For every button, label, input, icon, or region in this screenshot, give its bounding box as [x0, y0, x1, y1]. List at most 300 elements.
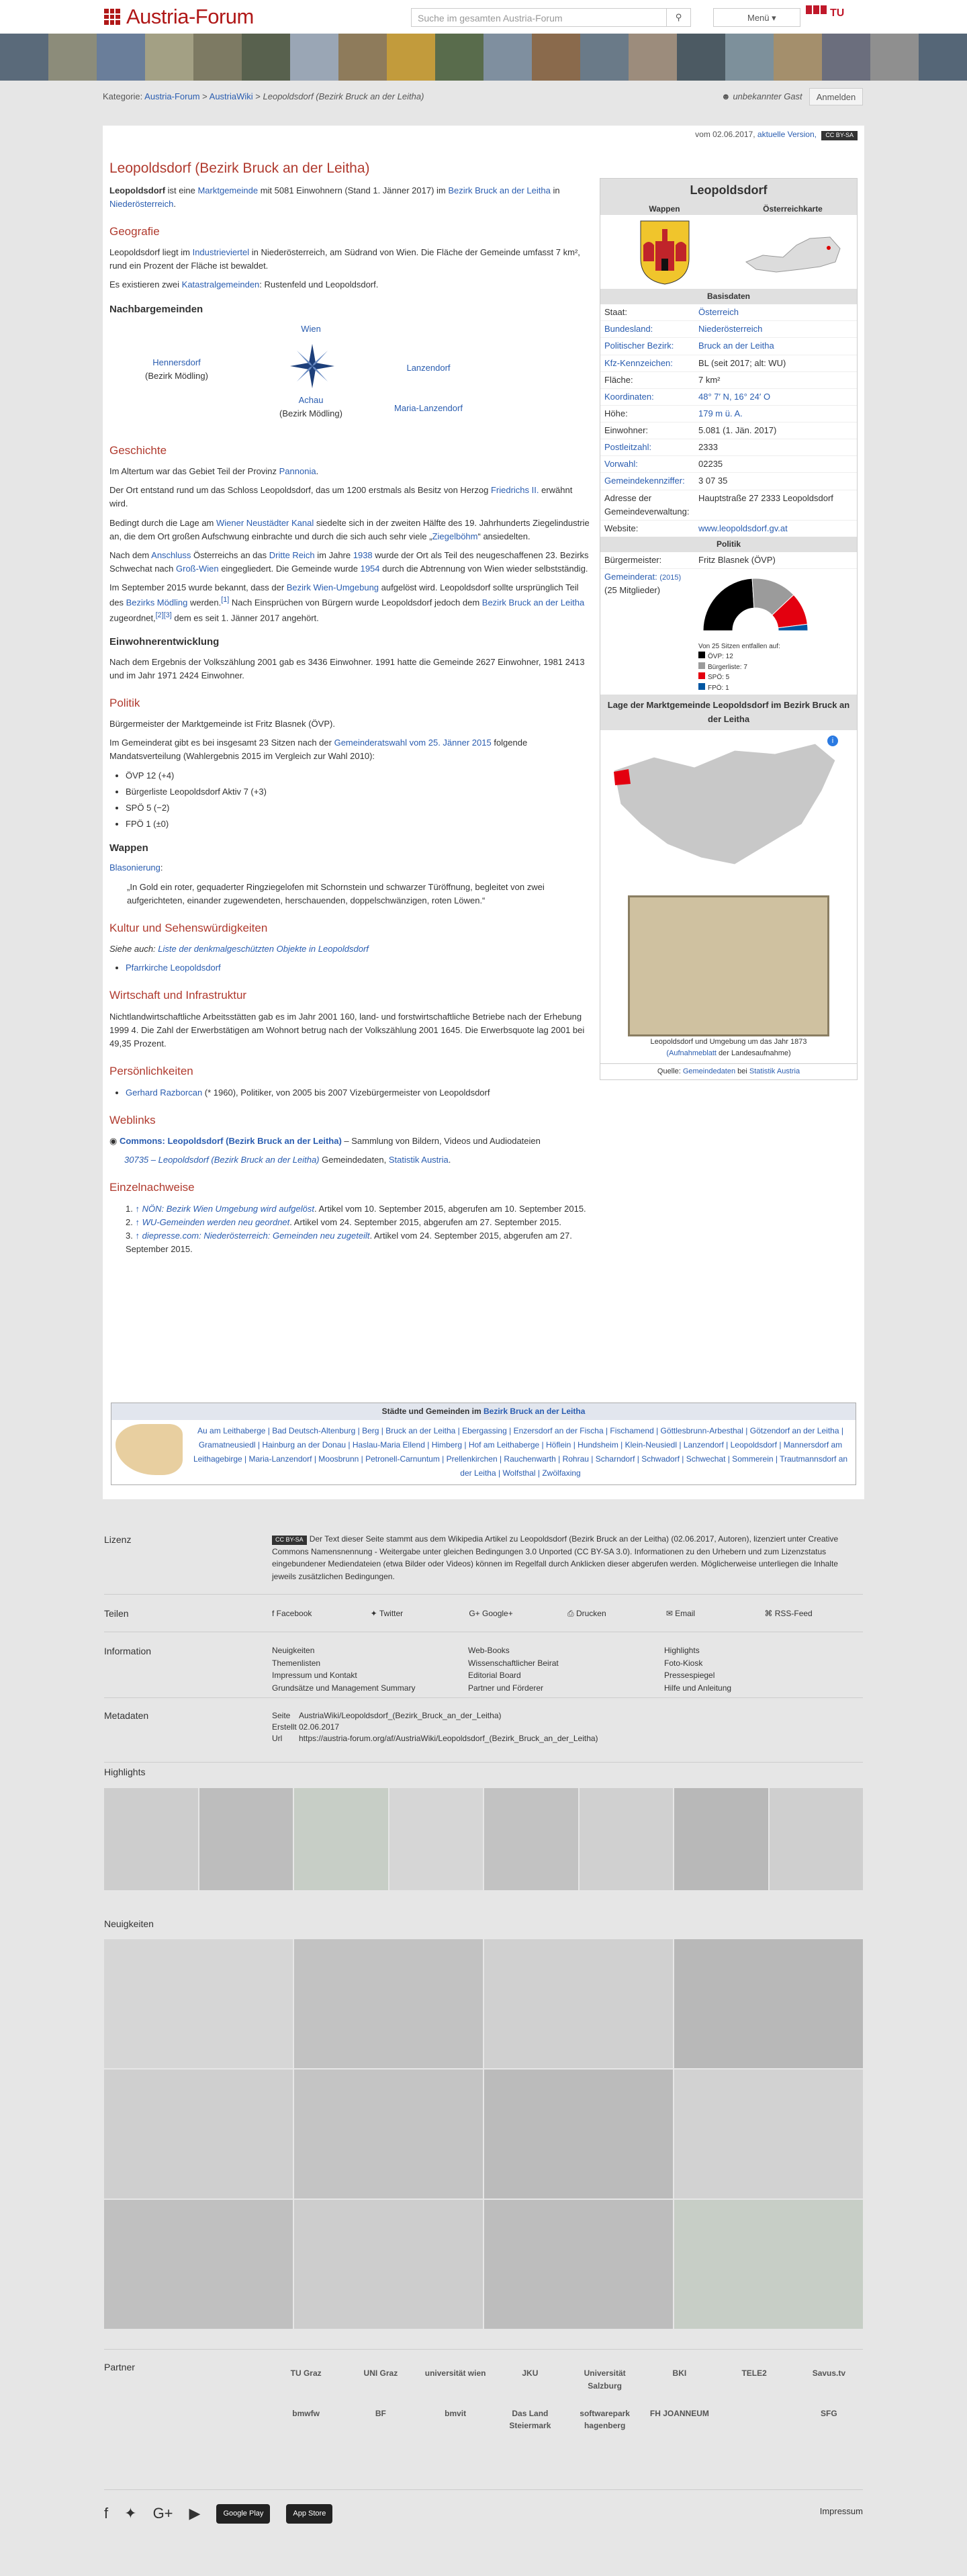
banner-photo [629, 34, 677, 81]
bgm-label: Bürgermeister: [604, 554, 662, 565]
text: : [160, 862, 163, 873]
info-link[interactable]: Foto-Kiosk [664, 1658, 703, 1668]
list-item: • Bürgerliste Leopoldsdorf Aktiv 7 (+3) [126, 785, 593, 799]
infobox-value[interactable]: www.leopoldsdorf.gv.at [694, 520, 857, 537]
history-paragraph [109, 484, 593, 510]
heading-wappen: Wappen [109, 842, 148, 854]
impressum-link[interactable]: Impressum [819, 2506, 863, 2517]
navbox-bezirk-link[interactable]: Bezirk Bruck an der Leitha [483, 1407, 586, 1416]
info-link[interactable]: Neuigkeiten [272, 1646, 315, 1655]
ref-source-link[interactable]: NÖN: Bezirk Wien Umgebung wird aufgelöst [142, 1203, 314, 1214]
ref-3-link[interactable]: [3] [163, 611, 172, 619]
text: der Landesaufnahme) [716, 1049, 791, 1057]
infobox-row [600, 490, 857, 520]
info-links [272, 1632, 863, 1694]
share-email[interactable]: ✉ Email [665, 1609, 696, 1618]
list-item [126, 961, 593, 975]
info-link[interactable]: Hilfe und Anleitung [664, 1683, 732, 1693]
footer-metadata [104, 1698, 863, 1763]
district-navbox [111, 1403, 856, 1485]
culture-list [126, 961, 593, 975]
infobox-row [600, 371, 857, 388]
youtube-icon[interactable]: ▶ [189, 2505, 201, 2522]
article-card [103, 126, 864, 1499]
banner-photo [0, 34, 48, 81]
share-print[interactable]: ⎙ Drucken [567, 1609, 606, 1618]
partner-logo[interactable] [721, 2407, 788, 2432]
infobox-row [600, 304, 857, 321]
text: zugeordnet, [109, 613, 156, 623]
search-icon[interactable]: ⚲ [666, 9, 690, 26]
geo-text: Leopoldsdorf liegt im [109, 247, 193, 258]
news-tile[interactable] [104, 1939, 293, 2068]
text: . Artikel vom 24. September 2015, abgerufen am 27. September 2015. [289, 1216, 561, 1227]
meta-key: Url [272, 1733, 283, 1743]
breadcrumb-austriawiki[interactable]: AustriaWiki [209, 91, 253, 101]
highlight-tile[interactable] [580, 1788, 674, 1890]
googleplus-icon[interactable]: G+ [152, 2505, 173, 2522]
text: . Artikel vom 10. September 2015, abgerufen am 10. September 2015. [314, 1203, 586, 1214]
version-date: vom 02.06.2017, [695, 130, 755, 139]
commons-link[interactable]: Commons: Leopoldsdorf (Bezirk Bruck an der Leitha) [119, 1136, 342, 1146]
katastralgemeinden-link[interactable]: Katastralgemeinden [181, 279, 260, 290]
meta-row [272, 1733, 863, 1744]
partner-logo[interactable]: bmvit [445, 2408, 467, 2418]
intro-text: ist eine [165, 185, 198, 195]
industrieviertel-link[interactable]: Industrieviertel [192, 247, 250, 258]
partner-logos [272, 2350, 863, 2432]
intro-text: . [173, 198, 176, 209]
search-box[interactable] [411, 8, 691, 27]
text: Österreichs an das [191, 549, 269, 560]
text: Siehe auch: [109, 944, 158, 954]
banner-photo [290, 34, 338, 81]
info-link[interactable]: Partner und Förderer [468, 1683, 544, 1693]
text: erwähnt wird. [109, 485, 573, 509]
news-tile[interactable] [104, 2070, 293, 2199]
info-column [272, 1644, 468, 1694]
text: Im Altertum war das Gebiet Teil der Provinz [109, 466, 279, 477]
text: Bedingt durch die Lage am [109, 517, 216, 528]
photo-banner [0, 34, 967, 81]
list-item: • ÖVP 12 (+4) [126, 769, 593, 783]
gemeindedaten-src-link[interactable]: Gemeindedaten [682, 1067, 736, 1075]
login-button[interactable]: Anmelden [809, 88, 863, 105]
partner-logo[interactable]: JKU [522, 2368, 539, 2379]
highlight-tile[interactable] [674, 1788, 768, 1890]
bruck-link[interactable]: Bezirk Bruck an der Leitha [481, 597, 585, 608]
razborcan-link[interactable]: Gerhard Razborcan [126, 1087, 203, 1098]
infobox-value[interactable]: 48° 7′ N, 16° 24′ O [694, 388, 857, 405]
commons-icon: ◉ [109, 1136, 118, 1146]
tu-graz-logo[interactable] [806, 5, 844, 22]
neighbour-east[interactable]: Lanzendorf [406, 362, 451, 373]
coat-of-arms-image[interactable] [600, 218, 729, 285]
banner-photo [338, 34, 387, 81]
text: Fritz Blasnek (ÖVP) [698, 554, 776, 565]
info-link[interactable]: Highlights [664, 1646, 700, 1655]
share-rss[interactable]: ⌘ RSS-Feed [764, 1609, 813, 1618]
statistik-src-link[interactable]: Statistik Austria [749, 1067, 800, 1075]
news-tile[interactable] [294, 1939, 483, 2068]
news-tile[interactable] [484, 2070, 673, 2199]
infobox-row [600, 388, 857, 405]
lizenz-label: Lizenz [104, 1534, 132, 1545]
text: siedelte sich in der zweiten Hälfte des 19. Jahrhunderts Ziegelindustrie an, die dem Ort großen Aufschwung einbrachte und durch die sich auch sehr viele „ [109, 517, 590, 541]
user-label: unbekannter Gast [733, 91, 802, 101]
heading-kultur: Kultur und Sehenswürdigkeiten [109, 921, 268, 934]
intro-paragraph [109, 184, 593, 211]
meta-key: Seite [272, 1711, 291, 1720]
tu-label: TU [830, 7, 845, 19]
lage-header: Lage der Marktgemeinde Leopoldsdorf im Bezirk Bruck an der Leitha [600, 695, 857, 729]
news-tile[interactable] [104, 2200, 293, 2329]
statistik-austria-link[interactable]: Statistik Austria [388, 1155, 449, 1165]
highlight-tile[interactable] [199, 1788, 293, 1890]
district-location-map[interactable] [600, 730, 857, 891]
election-link[interactable]: Gemeinderatswahl vom 25. Jänner 2015 [334, 738, 492, 748]
news-tile[interactable] [484, 2200, 673, 2329]
info-link[interactable]: Web-Books [468, 1646, 510, 1655]
share-twitter[interactable]: ✦ Twitter [370, 1609, 404, 1618]
karte-header: Österreichkarte [763, 204, 823, 214]
partner-logo[interactable]: UNI Graz [363, 2368, 398, 2379]
page-footer [0, 1519, 967, 2530]
geo-text: Es existieren zwei [109, 279, 182, 290]
partner-logo[interactable]: SFG [821, 2408, 837, 2418]
weblink-statistik [124, 1153, 593, 1167]
breadcrumb-current: Leopoldsdorf (Bezirk Bruck an der Leitha) [263, 91, 424, 101]
news-tile[interactable] [294, 2200, 483, 2329]
references-list [126, 1202, 593, 1257]
infobox-key: Website: [600, 520, 694, 537]
kanal-link[interactable]: Wiener Neustädter Kanal [216, 517, 314, 528]
partner-logo[interactable]: bmwfw [292, 2408, 320, 2418]
infobox-key: Fläche: [600, 371, 694, 388]
partner-logo[interactable]: Universität Salzburg [584, 2368, 626, 2391]
map-caption-2 [600, 1048, 857, 1059]
gross-wien-link[interactable]: Groß-Wien [176, 564, 219, 574]
info-link[interactable]: Wissenschaftlicher Beirat [468, 1658, 559, 1668]
infobox-key[interactable]: Vorwahl: [600, 456, 694, 473]
infobox-key: Adresse der Gemeindeverwaltung: [600, 490, 694, 520]
metadata-list [272, 1698, 863, 1744]
ref-source-link[interactable]: diepresse.com: Niederösterreich: Gemeinden neu zugeteilt [142, 1230, 370, 1241]
text: . [316, 466, 319, 477]
banner-photo [48, 34, 97, 81]
text: FPÖ: 1 [708, 684, 729, 692]
user-status [721, 90, 802, 103]
neighbour-south-sub: (Bezirk Mödling) [279, 408, 342, 418]
banner-photo [387, 34, 435, 81]
text: . Artikel vom 24. September 2015, abgerufen am 27. September 2015. [126, 1230, 572, 1255]
infobox-key[interactable]: Politischer Bezirk: [600, 338, 694, 355]
text: aufgelöst wird. Leopoldsdorf sollte ursprünglich Teil des [109, 582, 579, 608]
neighbour-north[interactable]: Wien [301, 323, 321, 334]
text: – Sammlung von Bildern, Videos und Audiodateien [341, 1136, 541, 1146]
metadaten-label: Metadaten [104, 1710, 149, 1721]
highlight-tile[interactable] [104, 1788, 198, 1890]
breadcrumb-row [0, 81, 967, 110]
geo-paragraph [109, 278, 593, 292]
ziegelboehm-link[interactable]: Ziegelböhm [432, 531, 478, 541]
politics-table [600, 552, 857, 695]
text: Quelle: [657, 1067, 683, 1075]
infobox-table [600, 304, 857, 537]
text: Gemeindedaten, [319, 1155, 389, 1165]
banner-photo [580, 34, 629, 81]
gemeinderat-link[interactable]: Gemeinderat: [604, 571, 657, 582]
blasonierung-link[interactable]: Blasonierung [109, 862, 160, 873]
reference-item [126, 1202, 593, 1216]
pfarrkirche-link[interactable]: Pfarrkirche Leopoldsdorf [126, 963, 221, 973]
blason-label [109, 861, 593, 875]
wien-umgebung-link[interactable]: Bezirk Wien-Umgebung [286, 582, 379, 593]
news-tile[interactable] [484, 1939, 673, 2068]
banner-photo [677, 34, 725, 81]
google-play-badge[interactable]: Google Play [216, 2504, 270, 2524]
history-paragraph [109, 517, 593, 543]
heading-geschichte: Geschichte [109, 443, 167, 457]
gr-label [600, 568, 694, 695]
infobox-value: Hauptstraße 27 2333 Leopoldsdorf [694, 490, 857, 520]
app-store-badge[interactable]: App Store [286, 2504, 332, 2524]
logo-text: Austria-Forum [126, 4, 254, 28]
infobox-title: Leopoldsdorf [600, 179, 857, 203]
geo-text: : Rustenfeld und Leopoldsdorf. [259, 279, 379, 290]
geo-paragraph [109, 246, 593, 273]
compass-rose-icon [289, 343, 336, 390]
logo-grid-icon [104, 9, 120, 25]
infobox [600, 178, 858, 1080]
infobox-row [600, 423, 857, 439]
text: ÖVP: 12 [708, 653, 733, 661]
footer-partners [104, 2349, 863, 2490]
wappen-header: Wappen [649, 204, 680, 214]
politics-paragraph [109, 736, 593, 763]
site-logo[interactable] [104, 1, 254, 33]
austria-locator-map[interactable] [729, 225, 857, 279]
weblink-commons [109, 1135, 593, 1148]
text: dem es seit 1. Jänner 2017 angehört. [171, 613, 319, 623]
banner-photo [193, 34, 242, 81]
text: werden. [187, 597, 222, 608]
aufnahmeblatt-link[interactable]: (Aufnahmeblatt [666, 1049, 717, 1057]
infobox-key[interactable]: Postleitzahl: [600, 439, 694, 456]
partner-logo[interactable]: Das Land Steiermark [509, 2408, 551, 2431]
highlight-tile[interactable] [389, 1788, 483, 1890]
breadcrumb-austria-forum[interactable]: Austria-Forum [144, 91, 200, 101]
partner-logo[interactable]: BKI [672, 2368, 687, 2379]
infobox-key[interactable]: Kfz-Kennzeichen: [600, 355, 694, 371]
friedrich-link[interactable]: Friedrichs II. [490, 485, 539, 496]
partner-logo[interactable]: universität wien [424, 2368, 486, 2379]
highlights-label: Highlights [104, 1767, 146, 1777]
text: 2. [126, 1216, 133, 1227]
info-icon[interactable]: i [827, 736, 838, 746]
news-grid [104, 1939, 863, 2329]
banner-photo [242, 34, 290, 81]
info-link[interactable]: Editorial Board [468, 1671, 521, 1681]
text: 1. [126, 1203, 133, 1214]
ref-back-link[interactable]: ↑ [135, 1203, 140, 1214]
infobox-key[interactable]: Gemeindekennziffer: [600, 473, 694, 490]
ref-1-link[interactable]: [1] [221, 596, 230, 605]
historic-map-image[interactable] [628, 895, 829, 1036]
info-link[interactable]: Themenlisten [272, 1658, 321, 1668]
news-tile[interactable] [294, 2070, 483, 2199]
pannonia-link[interactable]: Pannonia [279, 466, 316, 477]
news-tile[interactable] [674, 1939, 863, 2068]
partner-logo[interactable]: TELE2 [741, 2368, 767, 2379]
politik-header: Politik [600, 537, 857, 552]
reference-item [126, 1216, 593, 1229]
meta-value: 02.06.2017 [299, 1722, 340, 1732]
news-tile[interactable] [674, 2200, 863, 2329]
navbox-municipalities[interactable]: Au am Leithaberge | Bad Deutsch-Altenburg | Berg | Bruck an der Leitha | Ebergassing | Enzersdorf an der Fischa | Fischamend | Göttlesbrunn-Arbesthal | Götzendorf an der Leitha | Gramatneusiedl | Hainburg an der Donau | Haslau-Maria Ellend | Himberg | Hof am Leithaberge | Höflein | Hundsheim | Klein-Neusiedl | Lanzendorf | Leopoldsdorf | Mannersdorf am Leithagebirge | Maria-Lanzendorf | Moosbrunn | Petronell-Carnuntum | Prellenkirchen | Rauchenwarth | Rohrau | Scharndorf | Schwadorf | Schwechat | Sommerein | Trautmannsdorf an der Leitha | Wolfsthal | Zwölfaxing [193, 1425, 848, 1478]
search-input[interactable]: Suche im gesamten Austria-Forum [418, 13, 563, 24]
info-link[interactable]: Pressespiegel [664, 1671, 715, 1681]
article-body [109, 158, 593, 1256]
ref-source-link[interactable]: WU-Gemeinden werden neu geordnet [142, 1216, 290, 1227]
partner-logo[interactable]: TU Graz [290, 2368, 322, 2379]
economy-paragraph: Nichtlandwirtschaftliche Arbeitsstätten gab es im Jahr 2001 160, land- und forstwirtschaftliche Betriebe nach der Erhebung 1999 4. Die Zahl der Erwerbstätigen am Wohnort betrug nach der Volkszählung 2001 1645. Die Erwerbsquote lag 2001 bei 49,35 Prozent. [109, 1011, 585, 1049]
year-1954-link[interactable]: 1954 [360, 564, 380, 574]
infobox-value[interactable]: Bruck an der Leitha [694, 338, 857, 355]
text: Nach dem [109, 549, 152, 560]
cc-badge-icon[interactable]: CC BY-SA [272, 1536, 307, 1545]
banner-photo [725, 34, 774, 81]
neighbour-south-link[interactable]: Achau [298, 394, 324, 405]
marktgemeinde-link[interactable]: Marktgemeinde [197, 185, 259, 195]
ref-2-link[interactable]: [2] [155, 611, 164, 619]
infobox-row [600, 321, 857, 338]
year-1938-link[interactable]: 1938 [353, 549, 373, 560]
infobox-value: 02235 [694, 456, 857, 473]
breadcrumb-prefix: Kategorie: [103, 91, 143, 101]
infobox-key[interactable]: Bundesland: [600, 321, 694, 338]
text: bei [735, 1067, 749, 1075]
politics-paragraph: Bürgermeister der Marktgemeinde ist Fritz Blasnek (ÖVP). [109, 719, 335, 729]
info-link[interactable]: Grundsätze und Management Summary [272, 1683, 416, 1693]
infobox-images [600, 215, 857, 289]
neighbour-west [130, 356, 224, 383]
anschluss-link[interactable]: Anschluss [151, 549, 191, 560]
population-paragraph: Nach dem Ergebnis der Volkszählung 2001 gab es 3436 Einwohner. 1991 hatte die Gemeinde 2627 Einwohner, 1981 2413 und im Jahr 1971 2424 Einwohner. [109, 656, 585, 680]
map-caption: Leopoldsdorf und Umgebung um das Jahr 1873 [650, 1037, 807, 1046]
text: im Jahre [314, 549, 353, 560]
text: (* 1960), Politiker, von 2005 bis 2007 Vizebürgermeister von Leopoldsdorf [202, 1087, 490, 1098]
menu-label: Menü [747, 13, 770, 23]
legend-oevp [698, 652, 853, 662]
partner-logo[interactable]: BF [375, 2408, 386, 2418]
infobox-key[interactable]: Koordinaten: [600, 388, 694, 405]
text: wurde der Ort als Teil des neugeschaffenen 23. Bezirks Schwechat nach [109, 549, 589, 574]
banner-photo [919, 34, 967, 81]
blason-quote: „In Gold ein roter, gequaderter Ringziegelofen mit Schornstein und schwarzer Türöffnung, begleitet von zwei aufgerichteten, einander zugewendeten, herschauenden, doppelschwänzigen, roten Löwen.“ [127, 881, 545, 905]
social-links [104, 2502, 332, 2525]
teilen-label: Teilen [104, 1608, 129, 1619]
info-column [468, 1644, 664, 1694]
moedling-link[interactable]: Bezirks Mödling [126, 597, 188, 608]
list-item [126, 1086, 593, 1100]
infobox-value[interactable]: 179 m ü. A. [694, 405, 857, 422]
meta-value: AustriaWiki/Leopoldsdorf_(Bezirk_Bruck_an_der_Leitha) [299, 1711, 502, 1720]
text: Bürgerliste: 7 [708, 663, 747, 671]
list-item: • FPÖ 1 (±0) [126, 817, 593, 831]
lizenz-text [272, 1519, 863, 1583]
facebook-icon[interactable]: f [104, 2505, 109, 2522]
highlight-tile[interactable] [770, 1788, 864, 1890]
highlight-tile[interactable] [294, 1788, 388, 1890]
infobox-value[interactable]: Österreich [698, 307, 739, 318]
history-paragraph [109, 549, 593, 576]
info-link[interactable]: Impressum und Kontakt [272, 1671, 357, 1681]
people-list [126, 1086, 593, 1100]
infobox-row [600, 520, 857, 537]
meta-row [272, 1710, 863, 1722]
page-title: Leopoldsdorf (Bezirk Bruck an der Leitha) [109, 161, 370, 176]
partner-logo[interactable]: Savus.tv [812, 2368, 846, 2379]
share-googleplus[interactable]: G+ Google+ [469, 1609, 513, 1618]
footer-bottom [0, 2490, 967, 2530]
twitter-icon[interactable]: ✦ [124, 2505, 137, 2522]
infobox-value: BL (seit 2017; alt: WU) [694, 355, 857, 371]
text: Im September 2015 wurde bekannt, dass der [109, 582, 287, 593]
footer-license [104, 1519, 863, 1595]
highlight-tile[interactable] [484, 1788, 578, 1890]
denkmal-link[interactable]: Liste der denkmalgeschützten Objekte in Leopoldsdorf [158, 944, 369, 954]
neighbour-southeast[interactable]: Maria-Lanzendorf [394, 402, 463, 413]
gemeindedaten-link[interactable]: 30735 – Leopoldsdorf (Bezirk Bruck an der Leitha) [124, 1155, 320, 1165]
neighbour-west-link[interactable]: Hennersdorf [152, 357, 201, 367]
infobox-value[interactable]: Niederösterreich [694, 321, 857, 338]
heading-persoenlichkeiten: Persönlichkeiten [109, 1065, 193, 1078]
noe-link[interactable]: Niederösterreich [109, 198, 174, 209]
text: eingegliedert. Die Gemeinde wurde [218, 564, 361, 574]
news-tile[interactable] [674, 2070, 863, 2199]
infobox-value: 3 07 35 [694, 473, 857, 490]
current-version-link[interactable]: aktuelle Version, [757, 130, 817, 139]
ref-back-link[interactable]: ↑ [135, 1230, 140, 1241]
intro-text: mit 5081 Einwohnern (Stand 1. Jänner 2017) im [258, 185, 449, 195]
infobox-value: 7 km² [694, 371, 857, 388]
highlights-grid [104, 1788, 863, 1890]
see-also [109, 942, 593, 956]
gr-year[interactable]: (2015) [659, 573, 682, 582]
legend-fpoe [698, 683, 853, 694]
banner-photo [483, 34, 532, 81]
banner-photo [97, 34, 145, 81]
breadcrumb-sep: > [255, 91, 261, 101]
share-facebook[interactable]: f Facebook [272, 1609, 312, 1618]
menu-button[interactable] [713, 8, 800, 27]
cc-license-badge[interactable]: CC BY-SA [821, 131, 858, 140]
partner-logo[interactable]: softwarepark hagenberg [580, 2408, 630, 2431]
neighbours-compass [109, 322, 593, 430]
version-line [695, 128, 858, 141]
share-links [272, 1595, 863, 1620]
infobox-key: Staat: [604, 307, 627, 318]
infobox-row [600, 456, 857, 473]
infobox-value: 5.081 (1. Jän. 2017) [694, 423, 857, 439]
dritte-reich-link[interactable]: Dritte Reich [269, 549, 315, 560]
ref-back-link[interactable]: ↑ [135, 1216, 140, 1227]
bezirk-link[interactable]: Bezirk Bruck an der Leitha [448, 185, 551, 195]
seat-distribution-chart [698, 570, 813, 637]
partner-logo[interactable]: FH JOANNEUM [649, 2408, 709, 2418]
legend-bl [698, 662, 853, 673]
